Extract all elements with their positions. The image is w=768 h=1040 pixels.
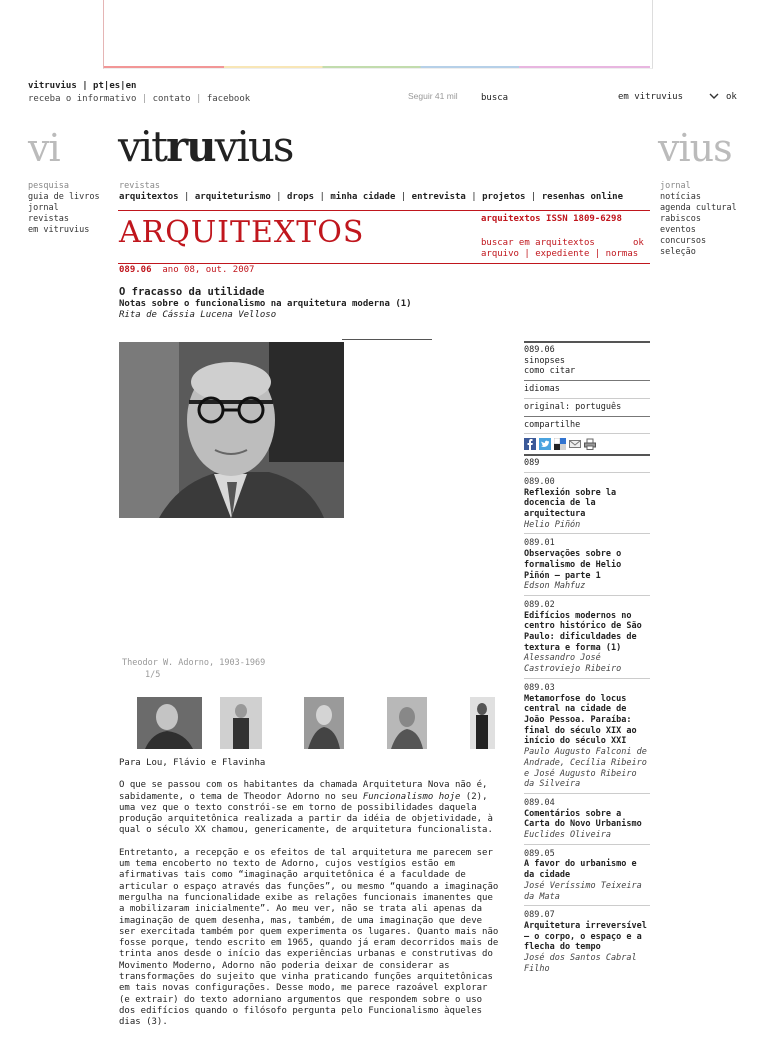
paragraph-1-text-a: O que se passou com os habitantes da chamada Arquitetura Nova não é, sabidamente, o tema de Theodor Adorno no seu — [119, 780, 488, 802]
divider — [524, 793, 650, 794]
dedication: Para Lou, Flávio e Flavinha — [119, 758, 266, 768]
nav-entrevista[interactable]: entrevista — [411, 192, 466, 202]
rightnav-sketches[interactable]: rabiscos — [660, 214, 701, 224]
divider — [524, 380, 650, 381]
item-author: José dos Santos Cabral Filho — [524, 953, 637, 974]
lang-pt[interactable]: pt — [93, 81, 104, 91]
issue-number: 089.06 — [119, 265, 152, 275]
divider — [118, 210, 650, 211]
paragraph-2: Entretanto, a recepção e os efeitos de tal arquitetura me parecem ser um tema encoberto no texto de Adorno, cujos vestígios estão em afirmativas tais como “imaginação arquitetônica é a faculdade de articular o espaço através das funções”, ou mesmo “quando a imaginação mergulha na funcionalidade exibe as relações funcionais imanentes que a mobilizaram inicialmente”. Ao meu ver, não se trata ali apenas da imaginação de quem desenha, mas, também, de uma imaginação que deve ser exercitada também por quem experimenta os lugares. Quanto mais não fosse porque, tendo escrito em 1965, quando já eram decorridos mais de trinta anos desde o início das experiências urbanas e construtivas do Movimento Moderno, Adorno não poderia deixar de considerar as transformações do sujeito que vinha praticando funções arquitetônicas em tais novas configurações. Desse modo, me parece razoável explorar (e extrair) do texto adorniano argumentos que respondem sobre o uso dos edifícios quando o filósofo pergunta pelo Funcionalismo àqueles dias (3). — [119, 847, 499, 1028]
item-number: 089.00 — [524, 476, 555, 487]
article-body — [119, 758, 499, 1040]
divider — [118, 263, 650, 264]
search-label[interactable]: busca — [481, 93, 509, 103]
rightnav-events[interactable]: eventos — [660, 225, 696, 235]
sidebar-bar — [524, 454, 650, 456]
gallery-thumb-2[interactable] — [220, 697, 262, 749]
original-language-link[interactable]: original: português — [524, 401, 622, 412]
lang-es[interactable]: es — [109, 81, 121, 91]
share-icons — [524, 438, 650, 450]
item-number: 089.02 — [524, 599, 555, 610]
issue-group-label: 089 — [524, 458, 540, 469]
item-number: 089.04 — [524, 797, 555, 808]
portrait-image — [119, 342, 344, 518]
nav-arquiteturismo[interactable]: arquiteturismo — [194, 192, 271, 202]
gallery-thumb-1[interactable] — [137, 697, 202, 749]
ad-color-strip — [104, 66, 650, 68]
delicious-icon[interactable] — [554, 438, 566, 450]
print-icon[interactable] — [584, 438, 596, 450]
right-nav — [660, 181, 760, 258]
search-ok-button[interactable]: ok — [726, 92, 737, 102]
paragraph-1-italic: Funcionalismo hoje — [362, 791, 461, 802]
list-item[interactable] — [524, 538, 650, 592]
rightnav-agenda[interactable]: agenda cultural — [660, 203, 737, 213]
divider — [524, 416, 650, 417]
divider — [524, 533, 650, 534]
article-subtitle: Notas sobre o funcionalismo na arquitetura moderna (1) — [119, 299, 412, 309]
cite-link[interactable]: como citar — [524, 366, 576, 377]
logo-right: vius — [658, 126, 732, 170]
nav-arquitextos[interactable]: arquitextos — [119, 192, 179, 202]
article-sidebar — [524, 341, 650, 977]
main-photo[interactable] — [119, 342, 344, 518]
rightnav-selection[interactable]: seleção — [660, 247, 696, 257]
share-label: compartilhe — [524, 419, 581, 430]
paragraph-1-text-b: (2), uma vez que o texto constrói-se em torno de possibilidades daquela produção arquitetônica realizada a partir da idéia de objetividade, à qual o século XX chamou, genericamente, de arquitetura funcionalista. — [119, 791, 493, 836]
leftnav-research[interactable]: pesquisa — [28, 181, 69, 191]
gallery-thumb-4[interactable] — [387, 697, 427, 749]
left-nav — [28, 181, 118, 236]
synopsis-link[interactable]: sinopses — [524, 355, 565, 366]
rightnav-news[interactable]: notícias — [660, 192, 701, 202]
rules-link[interactable]: normas — [605, 249, 639, 259]
item-title[interactable]: Arquitetura irreversível – o corpo, o espaço e a flecha do tempo — [524, 920, 647, 953]
divider — [524, 905, 650, 906]
nav-minha-cidade[interactable]: minha cidade — [330, 192, 396, 202]
nav-resenhas[interactable]: resenhas online — [541, 192, 624, 202]
article-author[interactable]: Rita de Cássia Lucena Velloso — [119, 310, 277, 320]
logo-part-c: vius — [214, 122, 293, 171]
item-author: Edson Mahfuz — [524, 581, 586, 592]
list-item[interactable] — [524, 798, 650, 841]
article-title: O fracasso da utilidade — [119, 286, 265, 298]
item-number: 089.01 — [524, 538, 555, 549]
leftnav-books[interactable]: guia de livros — [28, 192, 100, 202]
top-bar — [28, 81, 288, 105]
item-author: Euclides Oliveira — [524, 830, 611, 841]
item-author: Alessandro José Castroviejo Ribeiro — [524, 653, 622, 675]
staff-link[interactable]: expediente — [535, 249, 590, 259]
twitter-icon[interactable] — [539, 438, 551, 450]
gallery-thumb-3[interactable] — [304, 697, 344, 749]
rightnav-journal[interactable]: jornal — [660, 181, 691, 191]
item-title[interactable]: Observações sobre o formalismo de Helio Piñón – parte 1 — [524, 549, 622, 581]
divider — [524, 472, 650, 473]
list-item[interactable] — [524, 683, 650, 790]
language-row: vitruvius | pt|es|en — [28, 81, 137, 91]
item-title[interactable]: A favor do urbanismo e da cidade — [524, 859, 637, 881]
arquitextos-search-input[interactable]: buscar em arquitextos — [481, 238, 595, 248]
chevron-down-icon[interactable] — [708, 90, 720, 102]
item-title[interactable]: Edifícios modernos no centro histórico de São Paulo: dificuldades de textura e forma (1) — [524, 610, 642, 653]
issue-date: ano 08, out. 2007 — [162, 265, 255, 275]
top-links: receba o informativo | contato | facebook — [28, 94, 251, 104]
facebook-link[interactable]: facebook — [206, 94, 251, 104]
search-scope-select[interactable]: em vitruvius — [618, 92, 684, 102]
item-title[interactable]: Reflexión sobre la docencia de la arquitectura — [524, 487, 617, 520]
email-icon[interactable] — [569, 438, 581, 450]
item-title[interactable]: Comentários sobre a Carta do Novo Urbanismo — [524, 808, 642, 830]
item-author: Helio Piñón — [524, 519, 581, 530]
issue-line — [119, 265, 254, 275]
site-logo[interactable] — [118, 122, 292, 171]
item-author: Paulo Augusto Falconi de Andrade, Cecília Ribeiro e José Augusto Ribeiro da Silveira — [524, 747, 647, 790]
logo-left: vi — [28, 126, 60, 170]
leftnav-magazines[interactable]: revistas — [28, 214, 69, 224]
newsletter-link[interactable]: receba o informativo — [28, 94, 137, 104]
languages-label: idiomas — [524, 384, 560, 395]
magazines-nav: arquitextos | arquiteturismo | drops | minha cidade | entrevista | projetos | resenhas online — [119, 192, 624, 202]
item-number: 089.07 — [524, 910, 555, 921]
item-title[interactable]: Metamorfose do locus central na cidade de João Pessoa. Paraíba: final do século XIX ao início do século XXI — [524, 693, 637, 747]
sidebar-issue: 089.06 — [524, 345, 555, 355]
magazines-label: revistas — [119, 181, 160, 191]
contact-link[interactable]: contato — [152, 94, 191, 104]
gallery-thumb-5[interactable] — [470, 697, 495, 749]
arquitextos-search-ok[interactable]: ok — [633, 238, 644, 248]
item-author: José Veríssimo Teixeira da Mata — [524, 880, 642, 902]
paragraph-1 — [119, 780, 499, 836]
facebook-icon[interactable] — [524, 438, 536, 450]
leftnav-journal[interactable]: jornal — [28, 203, 59, 213]
rightnav-contests[interactable]: concursos — [660, 236, 707, 246]
divider — [524, 678, 650, 679]
item-number: 089.03 — [524, 682, 555, 693]
nav-drops[interactable]: drops — [287, 192, 315, 202]
photo-counter: 1/5 — [145, 670, 161, 680]
lang-en[interactable]: en — [125, 81, 137, 91]
archive-link[interactable]: arquivo — [481, 249, 519, 259]
brand-link[interactable]: vitruvius — [28, 81, 77, 91]
arquitextos-logo[interactable]: ARQUITEXTOS — [119, 215, 365, 250]
logo-part-b: ru — [166, 122, 215, 171]
issn-label: arquitextos ISSN 1809-6298 — [481, 214, 622, 224]
divider — [524, 595, 650, 596]
list-item[interactable] — [524, 849, 650, 903]
photo-caption: Theodor W. Adorno, 1903-1969 — [122, 658, 266, 668]
nav-projetos[interactable]: projetos — [482, 192, 526, 202]
list-item[interactable] — [524, 910, 650, 974]
logo-part-a: vit — [118, 122, 167, 171]
item-number: 089.05 — [524, 848, 555, 859]
follow-button[interactable]: Seguir 41 mil — [408, 91, 458, 101]
list-item[interactable] — [524, 477, 650, 531]
divider — [524, 433, 650, 434]
leftnav-in-vitruvius[interactable]: em vitruvius — [28, 225, 90, 235]
divider — [524, 844, 650, 845]
sidebar-bar — [524, 341, 650, 343]
arquitextos-links: arquivo | expediente | normas — [481, 249, 639, 259]
ad-banner — [103, 0, 653, 69]
list-item[interactable] — [524, 600, 650, 675]
divider — [524, 398, 650, 399]
divider — [342, 339, 432, 340]
